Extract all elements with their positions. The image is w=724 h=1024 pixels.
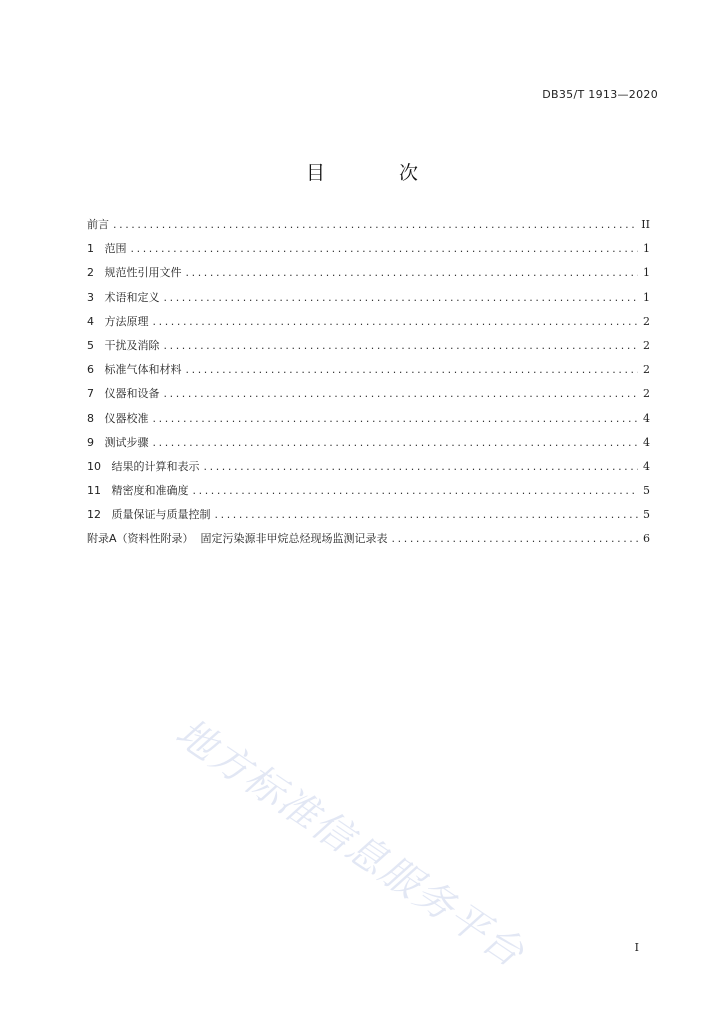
toc-entry-label: 前言 <box>87 218 109 231</box>
toc-entry-number: 8 <box>87 411 94 425</box>
toc-entry-page: 2 <box>643 338 650 352</box>
toc-entry-5[interactable] <box>87 339 650 363</box>
toc-entry-label: 规范性引用文件 <box>104 266 182 280</box>
toc-leader-dots <box>186 363 639 377</box>
toc-entry-12[interactable] <box>87 508 650 532</box>
toc-entry-label: 附录A（资料性附录） 固定污染源非甲烷总烃现场监测记录表 <box>87 532 388 546</box>
toc-entry-8[interactable] <box>87 412 650 436</box>
toc-entry-number: 11 <box>87 484 101 498</box>
toc-entry-appendix-a[interactable] <box>87 532 650 556</box>
page-number: I <box>634 941 639 954</box>
toc-leader-dots <box>193 484 639 498</box>
toc-entry-6[interactable] <box>87 363 650 387</box>
toc-entry-number: 9 <box>87 435 94 449</box>
toc-entry-page: 2 <box>643 387 650 401</box>
toc-entry-3[interactable] <box>87 291 650 315</box>
toc-title: 目 次 <box>305 162 453 184</box>
toc-entry-page: 2 <box>643 314 650 328</box>
toc-entry-page: 1 <box>643 242 650 256</box>
toc-entry-page: 5 <box>643 508 650 522</box>
toc-entry-number: 3 <box>87 290 94 304</box>
toc-leader-dots <box>131 242 639 256</box>
toc-leader-dots <box>392 532 638 546</box>
toc-entry-page: 4 <box>643 459 650 473</box>
toc-leader-dots <box>164 291 639 305</box>
toc-entry-number: 4 <box>87 314 94 328</box>
toc-entry-page: 1 <box>643 290 650 304</box>
toc-leader-dots <box>153 436 639 450</box>
toc-leader-dots <box>204 460 639 474</box>
toc-entry-9[interactable] <box>87 436 650 460</box>
toc-entry-label: 测试步骤 <box>104 435 149 449</box>
toc-leader-dots <box>153 412 639 426</box>
toc-leader-dots <box>215 508 639 522</box>
toc-entry-page: II <box>641 218 650 231</box>
toc-entry-label: 仪器和设备 <box>104 387 160 401</box>
toc-leader-dots <box>186 266 639 280</box>
toc-entry-1[interactable] <box>87 242 650 266</box>
table-of-contents <box>87 218 650 557</box>
toc-entry-2[interactable] <box>87 266 650 290</box>
toc-entry-label: 范围 <box>104 242 127 256</box>
toc-entry-label: 精密度和准确度 <box>111 484 189 498</box>
toc-entry-foreword[interactable] <box>87 218 650 242</box>
toc-entry-label: 方法原理 <box>104 314 149 328</box>
toc-entry-page: 6 <box>643 532 650 546</box>
toc-entry-number: 6 <box>87 363 94 377</box>
toc-entry-number: 2 <box>87 266 94 280</box>
toc-entry-number: 12 <box>87 508 101 522</box>
toc-entry-number: 5 <box>87 338 94 352</box>
toc-entry-number: 10 <box>87 459 101 473</box>
toc-entry-page: 2 <box>643 363 650 377</box>
toc-entry-number: 7 <box>87 387 94 401</box>
toc-entry-label: 标准气体和材料 <box>104 363 182 377</box>
toc-entry-label: 干扰及消除 <box>104 338 160 352</box>
toc-entry-page: 4 <box>643 411 650 425</box>
toc-entry-page: 5 <box>643 484 650 498</box>
toc-entry-4[interactable] <box>87 315 650 339</box>
toc-entry-label: 仪器校准 <box>104 411 149 425</box>
toc-entry-label: 术语和定义 <box>104 290 160 304</box>
toc-leader-dots <box>164 387 639 401</box>
standard-code: DB35/T 1913—2020 <box>542 88 658 101</box>
toc-entry-page: 1 <box>643 266 650 280</box>
watermark: 地方标准信息服务平台 <box>167 710 533 977</box>
toc-entry-number: 1 <box>87 242 94 256</box>
toc-entry-11[interactable] <box>87 484 650 508</box>
toc-entry-10[interactable] <box>87 460 650 484</box>
toc-leader-dots <box>113 218 637 232</box>
toc-entry-7[interactable] <box>87 387 650 411</box>
toc-entry-page: 4 <box>643 435 650 449</box>
toc-leader-dots <box>153 315 639 329</box>
toc-leader-dots <box>164 339 639 353</box>
toc-entry-label: 质量保证与质量控制 <box>111 508 211 522</box>
toc-entry-label: 结果的计算和表示 <box>111 459 200 473</box>
